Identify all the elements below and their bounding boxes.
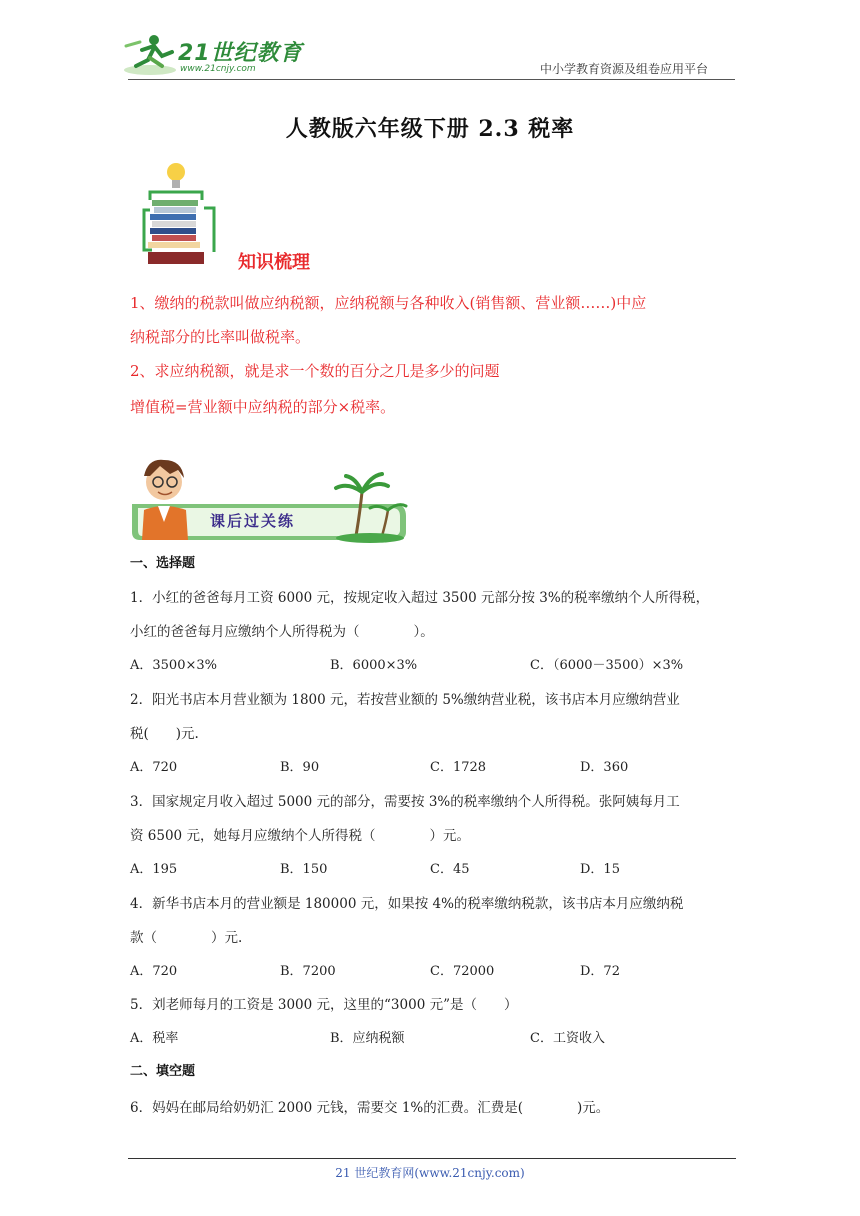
question-3-line-2: 资 6500 元，她每月应缴纳个人所得税（ ）元。 <box>130 828 470 844</box>
question-1-option-b: B．6000×3% <box>330 658 418 673</box>
question-5-option-a: A．税率 <box>130 1031 179 1046</box>
question-4-line-1: 4．新华书店本月的营业额是 180000 元，如果按 4%的税率缴纳税款，该书店本月应缴纳税 <box>130 896 684 912</box>
question-5-option-c: C．工资收入 <box>530 1031 605 1046</box>
footer-divider <box>128 1158 736 1159</box>
page-title: 人教版六年级下册 2.3 税率 <box>285 116 575 142</box>
knowledge-line-1b: 纳税部分的比率叫做税率。 <box>130 328 311 346</box>
question-2-line-2: 税( )元. <box>130 726 199 742</box>
footer-text: 21 世纪教育网(www.21cnjy.com) <box>335 1166 525 1180</box>
question-4-line-2: 款（ ）元. <box>130 930 243 946</box>
logo-text: 21世纪教育 <box>178 41 303 66</box>
books-lightbulb-icon <box>142 160 222 270</box>
question-2-option-d: D．360 <box>580 760 629 775</box>
question-2-option-a: A．720 <box>130 760 178 775</box>
question-1-line-1: 1．小红的爸爸每月工资 6000 元，按规定收入超过 3500 元部分按 3%的税率缴纳个人所得税， <box>130 590 710 606</box>
question-1-option-c: C．（6000－3500）×3% <box>530 658 684 673</box>
question-3-option-a: A．195 <box>130 862 178 877</box>
section-heading-fill: 二、填空题 <box>130 1064 196 1079</box>
question-3-option-c: C．45 <box>430 862 470 877</box>
platform-label: 中小学教育资源及组卷应用平台 <box>540 62 709 76</box>
knowledge-heading: 知识梳理 <box>238 252 310 273</box>
question-5-option-b: B．应纳税额 <box>330 1031 405 1046</box>
question-3-line-1: 3．国家规定月收入超过 5000 元的部分，需要按 3%的税率缴纳个人所得税。张阿姨每月工 <box>130 794 680 810</box>
knowledge-line-3: 增值税=营业额中应纳税的部分×税率。 <box>130 398 396 416</box>
question-1-line-2: 小红的爸爸每月应缴纳个人所得税为（ ）。 <box>130 624 434 640</box>
question-4-option-d: D．72 <box>580 964 620 979</box>
logo-url: www.21cnjy.com <box>180 64 256 74</box>
header-divider <box>128 79 735 80</box>
knowledge-line-2: 2、求应纳税额，就是求一个数的百分之几是多少的问题 <box>130 362 500 380</box>
question-1-option-a: A．3500×3% <box>130 658 217 673</box>
question-2-option-c: C．1728 <box>430 760 487 775</box>
question-4-option-a: A．720 <box>130 964 178 979</box>
question-4-option-c: C．72000 <box>430 964 495 979</box>
section-heading-choice: 一、选择题 <box>130 556 196 571</box>
question-3-option-b: B．150 <box>280 862 328 877</box>
question-4-option-b: B．7200 <box>280 964 336 979</box>
question-3-option-d: D．15 <box>580 862 620 877</box>
banner-label: 课后过关练 <box>210 512 296 530</box>
question-5-line-1: 5．刘老师每月的工资是 3000 元，这里的“3000 元”是（ ） <box>130 997 518 1013</box>
question-2-line-1: 2．阳光书店本月营业额为 1800 元，若按营业额的 5%缴纳营业税，该书店本月应缴纳营业 <box>130 692 680 708</box>
question-2-option-b: B．90 <box>280 760 320 775</box>
knowledge-line-1a: 1、缴纳的税款叫做应纳税额，应纳税额与各种收入(销售额、营业额……)中应 <box>130 294 647 312</box>
question-6-line-1: 6．妈妈在邮局给奶奶汇 2000 元钱，需要交 1%的汇费。汇费是( )元。 <box>130 1100 610 1116</box>
